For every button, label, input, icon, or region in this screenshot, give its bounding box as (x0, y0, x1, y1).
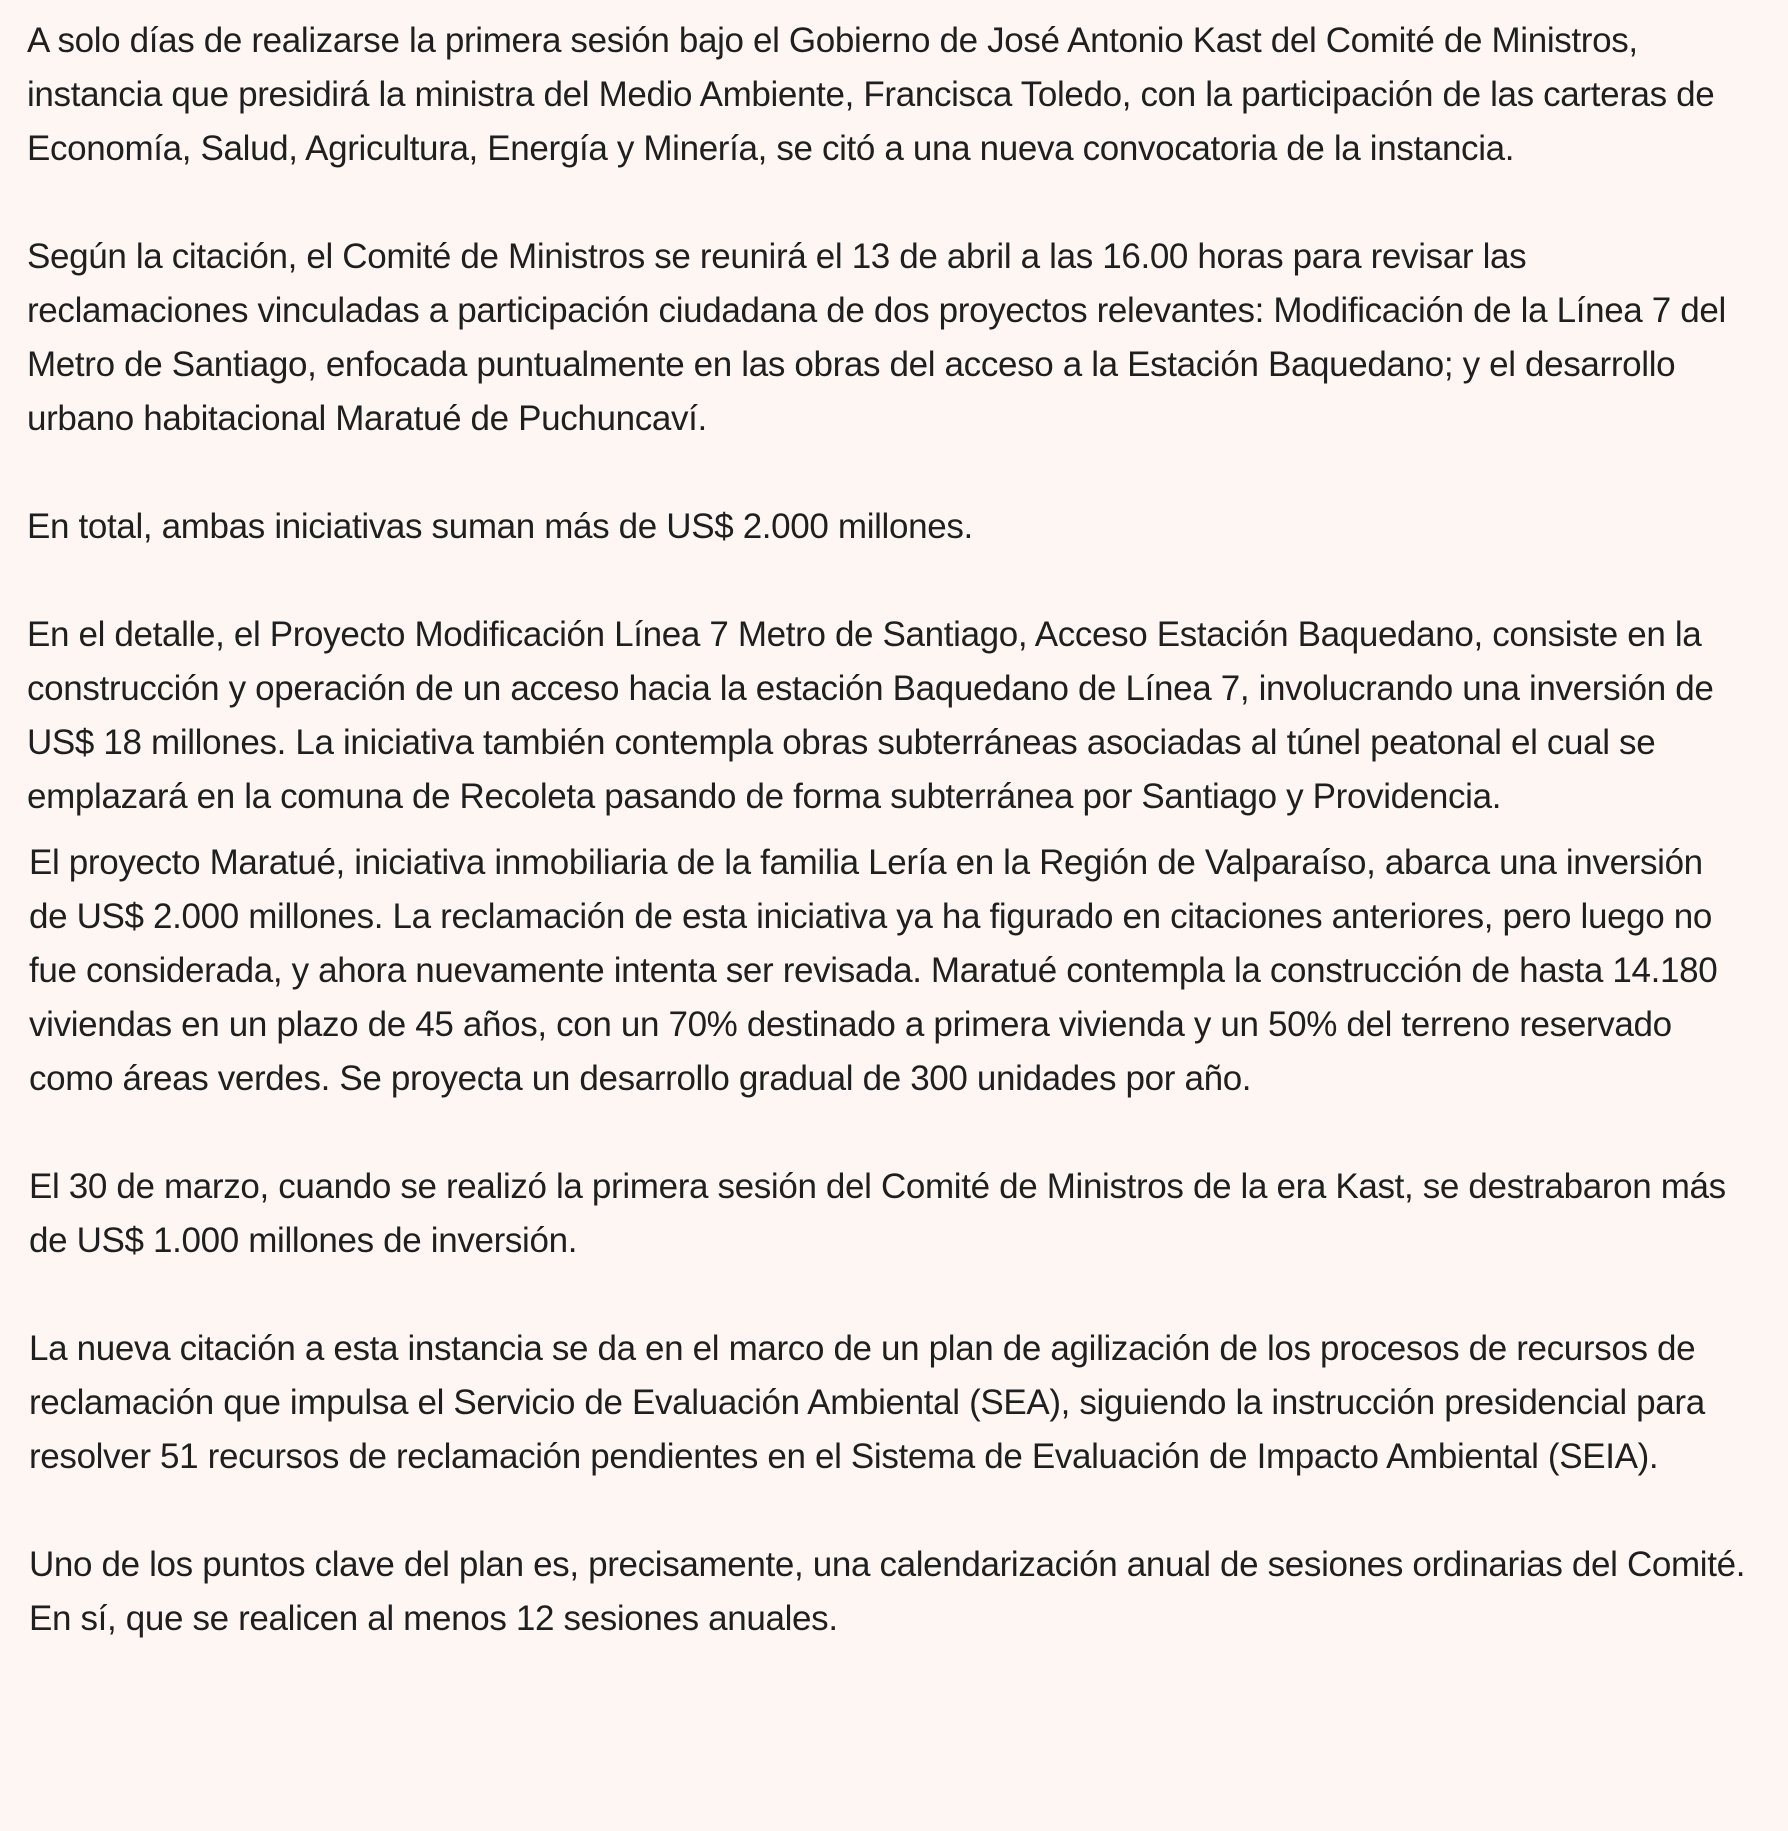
paragraph-total: En total, ambas iniciativas suman más de US$ 2.000 millones. (27, 507, 973, 546)
paragraph-linea7: En el detalle, el Proyecto Modificación Línea 7 Metro de Santiago, Acceso Estación Baquedano, consiste en la construcción y operación de un acceso hacia la estación Baquedano de Línea 7, involucrando una inversión de US$ 18 millones. La iniciativa también contempla obras subterráneas asociadas al túnel peatonal el cual se emplazará en la comuna de Recoleta pasando de forma subterránea por Santiago y Providencia. (27, 615, 1714, 816)
paragraph-calendar: Uno de los puntos clave del plan es, precisamente, una calendarización anual de sesiones ordinarias del Comité. En sí, que se realicen al menos 12 sesiones anuales. (29, 1545, 1746, 1638)
paragraph-maratue: El proyecto Maratué, iniciativa inmobiliaria de la familia Lería en la Región de Valparaíso, abarca una inversión de US$ 2.000 millones. La reclamación de esta iniciativa ya ha figurado en citaciones anteriores, pero luego no fue considerada, y ahora nuevamente intenta ser revisada. Maratué contempla la construcción de hasta 14.180 viviendas en un plazo de 45 años, con un 70% destinado a primera vivienda y un 50% del terreno reservado como áreas verdes. Se proyecta un desarrollo gradual de 300 unidades por año. (29, 843, 1718, 1098)
paragraph-sea-plan: La nueva citación a esta instancia se da en el marco de un plan de agilización de los procesos de recursos de reclamación que impulsa el Servicio de Evaluación Ambiental (SEA), siguiendo la instrucción presidencial para resolver 51 recursos de reclamación pendientes en el Sistema de Evaluación de Impacto Ambiental (SEIA). (29, 1329, 1705, 1476)
paragraph-first-session: El 30 de marzo, cuando se realizó la primera sesión del Comité de Ministros de la era Kast, se destrabaron más de US$ 1.000 millones de inversión. (29, 1167, 1726, 1260)
paragraph-intro: A solo días de realizarse la primera sesión bajo el Gobierno de José Antonio Kast del Comité de Ministros, instancia que presidirá la ministra del Medio Ambiente, Francisca Toledo, con la participación de las carteras de Economía, Salud, Agricultura, Energía y Minería, se citó a una nueva convocatoria de la instancia. (27, 21, 1715, 168)
paragraph-citation: Según la citación, el Comité de Ministros se reunirá el 13 de abril a las 16.00 horas para revisar las reclamaciones vinculadas a participación ciudadana de dos proyectos relevantes: Modificación de la Línea 7 del Metro de Santiago, enfocada puntualmente en las obras del acceso a la Estación Baquedano; y el desarrollo urbano habitacional Maratué de Puchuncaví. (27, 237, 1726, 438)
